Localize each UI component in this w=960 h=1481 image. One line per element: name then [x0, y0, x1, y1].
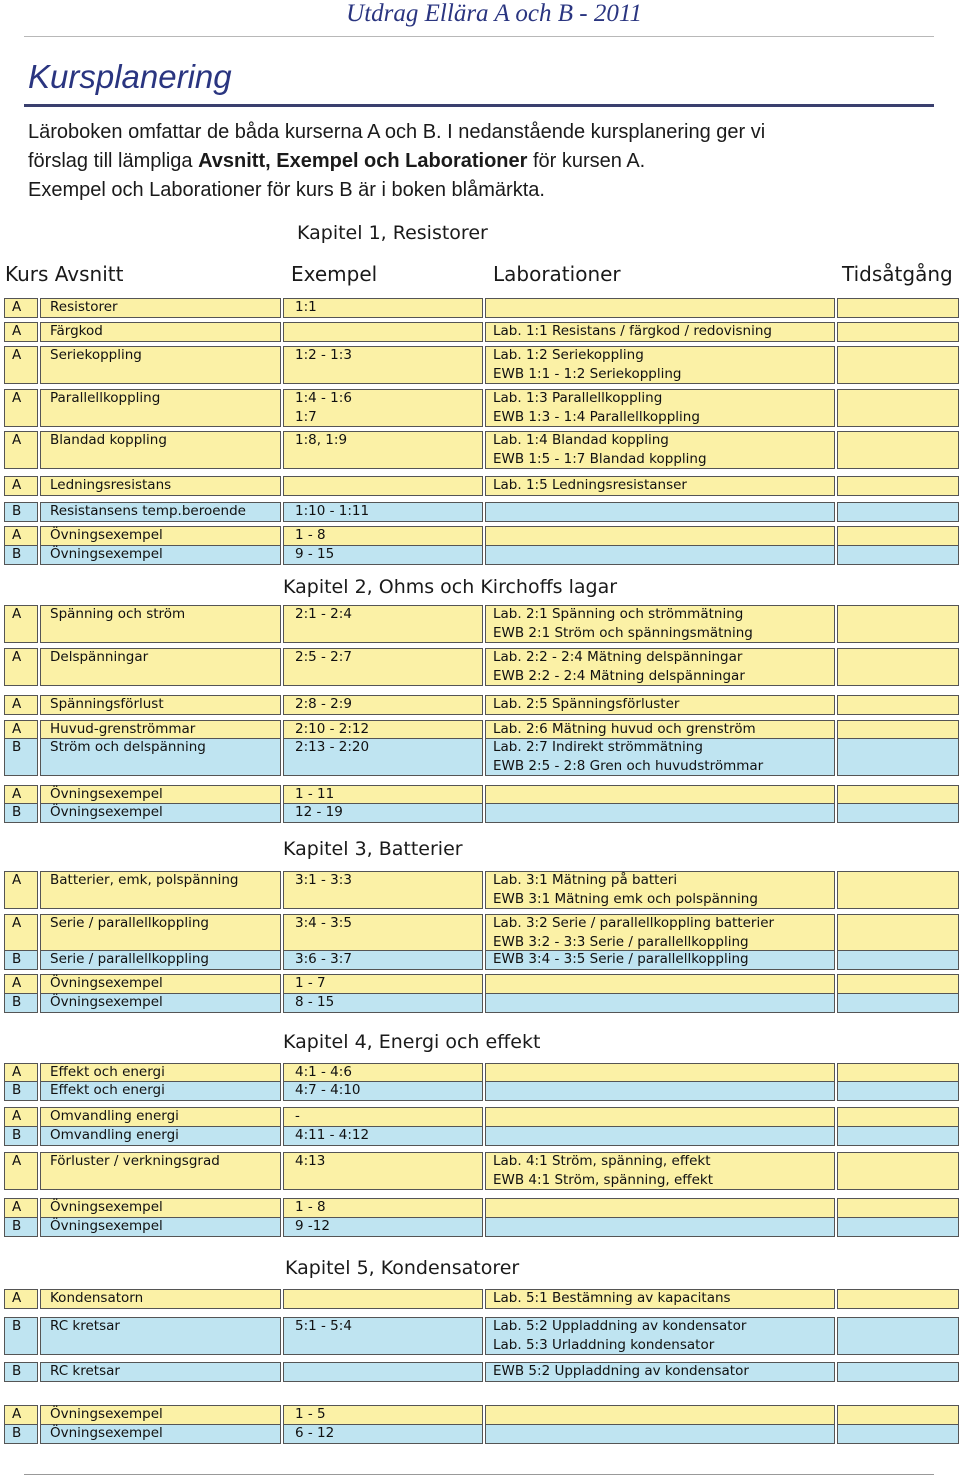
table-cell-tid [837, 1317, 959, 1355]
row-kurs: A [12, 1406, 22, 1422]
table-cell-tid [837, 871, 959, 909]
table-cell-tid [837, 389, 959, 427]
row-kurs: A [12, 1199, 22, 1215]
row-exempel: 3:4 - 3:5 [295, 915, 352, 931]
row-laboration: EWB 1:3 - 1:4 Parallellkoppling [493, 408, 700, 425]
row-laboration: EWB 2:2 - 2:4 Mätning delspänningar [493, 667, 745, 684]
chapter-title: Kapitel 2, Ohms och Kirchoffs lagar [283, 576, 618, 598]
row-avsnitt: Övningsexempel [50, 1218, 163, 1234]
table-cell-tid [837, 545, 959, 565]
row-kurs: A [12, 696, 22, 712]
table-cell-tid [837, 1424, 959, 1444]
row-kurs: B [12, 739, 22, 755]
row-laboration: EWB 1:5 - 1:7 Blandad koppling [493, 450, 707, 467]
row-kurs: A [12, 1153, 22, 1169]
table-cell-lab [485, 545, 835, 565]
row-laboration: Lab. 2:1 Spänning och strömmätning [493, 606, 744, 622]
row-avsnitt: Övningsexempel [50, 1425, 163, 1441]
row-laboration: Lab. 2:6 Mätning huvud och grenström [493, 721, 756, 737]
row-exempel: 2:10 - 2:12 [295, 721, 370, 737]
row-laboration: Lab. 2:5 Spänningsförluster [493, 696, 680, 712]
row-laboration: EWB 3:2 - 3:3 Serie / parallellkoppling [493, 933, 749, 950]
row-exempel: 2:8 - 2:9 [295, 696, 352, 712]
row-kurs: B [12, 1127, 22, 1143]
table-cell-lab [485, 526, 835, 546]
table-cell-tid [837, 785, 959, 805]
row-laboration: Lab. 4:1 Ström, spänning, effekt [493, 1153, 711, 1169]
row-kurs: A [12, 915, 22, 931]
row-exempel: 1 - 7 [295, 975, 326, 991]
table-cell-lab [485, 1405, 835, 1425]
table-cell-tid [837, 738, 959, 776]
row-exempel: 1:10 - 1:11 [295, 503, 370, 519]
row-kurs: A [12, 649, 22, 665]
col-header-kurs-avsnitt: Kurs Avsnitt [5, 262, 124, 286]
row-laboration: Lab. 1:3 Parallellkoppling [493, 390, 663, 406]
row-avsnitt: Parallellkoppling [50, 390, 161, 406]
row-exempel: 1 - 8 [295, 1199, 326, 1215]
row-avsnitt: Serie / parallellkoppling [50, 951, 209, 967]
table-cell-tid [837, 1198, 959, 1218]
row-exempel: 4:7 - 4:10 [295, 1082, 361, 1098]
row-laboration: Lab. 5:3 Urladdning kondensator [493, 1336, 715, 1353]
row-avsnitt: RC kretsar [50, 1318, 120, 1334]
row-kurs: B [12, 1318, 22, 1334]
row-exempel: 2:13 - 2:20 [295, 739, 370, 755]
table-cell-lab [485, 1081, 835, 1101]
chapter-title: Kapitel 4, Energi och effekt [283, 1031, 541, 1053]
table-cell-tid [837, 1063, 959, 1083]
table-cell-lab [485, 1198, 835, 1218]
row-avsnitt: Övningsexempel [50, 527, 163, 543]
row-laboration: Lab. 5:1 Bestämning av kapacitans [493, 1290, 731, 1306]
table-cell-tid [837, 974, 959, 994]
row-laboration: EWB 1:1 - 1:2 Seriekoppling [493, 365, 682, 382]
row-exempel: 1 - 11 [295, 786, 335, 802]
running-header-title: Utdrag Ellära A och B - 2011 [346, 0, 642, 27]
row-avsnitt: Batterier, emk, polspänning [50, 872, 239, 888]
row-avsnitt: Förluster / verkningsgrad [50, 1153, 220, 1169]
row-avsnitt: Huvud-grenströmmar [50, 721, 196, 737]
row-kurs: A [12, 390, 22, 406]
intro-line-2 [28, 147, 938, 176]
row-avsnitt: Övningsexempel [50, 804, 163, 820]
table-cell-tid [837, 431, 959, 469]
table-cell-ex [283, 1107, 483, 1127]
row-exempel: 4:13 [295, 1153, 326, 1169]
table-cell-tid [837, 1126, 959, 1146]
row-kurs: A [12, 347, 22, 363]
row-laboration: Lab. 1:5 Ledningsresistanser [493, 477, 687, 493]
row-avsnitt: Resistorer [50, 299, 118, 315]
table-cell-ex [283, 1362, 483, 1382]
row-laboration: Lab. 2:2 - 2:4 Mätning delspänningar [493, 649, 743, 665]
row-kurs: A [12, 432, 22, 448]
row-exempel: 1:8, 1:9 [295, 432, 348, 448]
row-exempel: 4:11 - 4:12 [295, 1127, 370, 1143]
table-cell-tid [837, 298, 959, 318]
row-kurs: A [12, 786, 22, 802]
table-cell-lab [485, 785, 835, 805]
table-cell-lab [485, 974, 835, 994]
intro-line-2-pre: förslag till lämpliga [28, 150, 199, 172]
table-cell-lab [485, 1217, 835, 1237]
row-kurs: A [12, 721, 22, 737]
row-exempel: 12 - 19 [295, 804, 343, 820]
row-exempel: 3:1 - 3:3 [295, 872, 352, 888]
header-rule [24, 36, 934, 37]
table-cell-tid [837, 1107, 959, 1127]
table-cell-tid [837, 695, 959, 715]
row-laboration: Lab. 2:7 Indirekt strömmätning [493, 739, 703, 755]
row-avsnitt: Resistansens temp.beroende [50, 503, 246, 519]
row-exempel: 8 - 15 [295, 994, 335, 1010]
table-cell-tid [837, 346, 959, 384]
row-kurs: A [12, 606, 22, 622]
row-avsnitt: Spänning och ström [50, 606, 186, 622]
row-exempel: 1:1 [295, 299, 317, 315]
row-exempel: 1:4 - 1:6 [295, 390, 352, 406]
page-title: Kursplanering [28, 58, 232, 95]
col-header-tidsatgang: Tidsåtgång [842, 262, 953, 286]
row-exempel: 1 - 8 [295, 527, 326, 543]
table-cell-tid [837, 1081, 959, 1101]
table-cell-tid [837, 1217, 959, 1237]
title-rule [24, 104, 934, 107]
row-kurs: B [12, 1082, 22, 1098]
intro-line-2-bold: Avsnitt, Exempel och Laborationer [198, 150, 528, 172]
row-avsnitt: Omvandling energi [50, 1127, 179, 1143]
table-cell-tid [837, 1362, 959, 1382]
row-avsnitt: Övningsexempel [50, 975, 163, 991]
row-kurs: A [12, 1290, 22, 1306]
row-laboration: EWB 2:1 Ström och spänningsmätning [493, 624, 753, 641]
row-laboration: Lab. 1:1 Resistans / färgkod / redovisning [493, 323, 772, 339]
table-cell-tid [837, 1405, 959, 1425]
row-kurs: B [12, 804, 22, 820]
chapter-title: Kapitel 5, Kondensatorer [285, 1257, 520, 1279]
row-exempel: 1 - 5 [295, 1406, 326, 1422]
table-cell-ex [283, 1289, 483, 1309]
row-laboration: EWB 2:5 - 2:8 Gren och huvudströmmar [493, 757, 764, 774]
table-cell-lab [485, 502, 835, 522]
table-cell-tid [837, 950, 959, 970]
row-avsnitt: Serie / parallellkoppling [50, 915, 209, 931]
row-avsnitt: Omvandling energi [50, 1108, 179, 1124]
row-laboration: Lab. 5:2 Uppladdning av kondensator [493, 1318, 747, 1334]
row-avsnitt: Spänningsförlust [50, 696, 164, 712]
row-kurs: B [12, 1218, 22, 1234]
row-laboration: Lab. 3:2 Serie / parallellkoppling batterier [493, 915, 775, 931]
row-exempel: 9 - 15 [295, 546, 335, 562]
row-kurs: B [12, 546, 22, 562]
row-avsnitt: Delspänningar [50, 649, 149, 665]
intro-line-2-post: för kursen A. [527, 150, 646, 172]
row-kurs: B [12, 503, 22, 519]
row-kurs: A [12, 975, 22, 991]
row-exempel: 3:6 - 3:7 [295, 951, 352, 967]
row-avsnitt: Övningsexempel [50, 1199, 163, 1215]
row-kurs: A [12, 1108, 22, 1124]
row-kurs: A [12, 477, 22, 493]
row-avsnitt: Övningsexempel [50, 1406, 163, 1422]
row-laboration: Lab. 1:4 Blandad koppling [493, 432, 669, 448]
row-avsnitt: Effekt och energi [50, 1064, 165, 1080]
col-header-laborationer: Laborationer [493, 262, 621, 286]
table-cell-tid [837, 526, 959, 546]
row-avsnitt: Kondensatorn [50, 1290, 144, 1306]
row-avsnitt: Övningsexempel [50, 994, 163, 1010]
row-laboration: EWB 4:1 Ström, spänning, effekt [493, 1171, 714, 1188]
row-avsnitt: Ledningsresistans [50, 477, 172, 493]
table-cell-ex [283, 476, 483, 496]
table-cell-tid [837, 914, 959, 952]
row-kurs: A [12, 872, 22, 888]
row-avsnitt: Ström och delspänning [50, 739, 206, 755]
row-avsnitt: Effekt och energi [50, 1082, 165, 1098]
row-exempel: 5:1 - 5:4 [295, 1318, 352, 1334]
table-cell-lab [485, 993, 835, 1013]
table-cell-tid [837, 648, 959, 686]
table-cell-tid [837, 1289, 959, 1309]
row-kurs: A [12, 527, 22, 543]
row-kurs: A [12, 323, 22, 339]
intro-text [28, 118, 938, 205]
table-cell-ex [283, 322, 483, 342]
row-kurs: A [12, 299, 22, 315]
table-cell-tid [837, 476, 959, 496]
row-laboration: EWB 3:4 - 3:5 Serie / parallellkoppling [493, 951, 749, 967]
table-cell-tid [837, 803, 959, 823]
row-laboration: EWB 5:2 Uppladdning av kondensator [493, 1363, 749, 1379]
intro-line-1: Läroboken omfattar de båda kurserna A och B. I nedanstående kursplanering ger vi [28, 121, 766, 143]
row-laboration: EWB 3:1 Mätning emk och polspänning [493, 890, 758, 907]
col-header-exempel: Exempel [291, 262, 378, 286]
row-laboration: Lab. 3:1 Mätning på batteri [493, 872, 678, 888]
row-kurs: B [12, 994, 22, 1010]
row-kurs: A [12, 1064, 22, 1080]
row-exempel: 9 -12 [295, 1218, 330, 1234]
row-avsnitt: Övningsexempel [50, 786, 163, 802]
table-cell-lab [485, 1424, 835, 1444]
table-cell-lab [485, 298, 835, 318]
table-cell-lab [485, 803, 835, 823]
table-cell-tid [837, 322, 959, 342]
table-cell-tid [837, 502, 959, 522]
chapter-title: Kapitel 3, Batterier [283, 838, 463, 860]
row-kurs: B [12, 951, 22, 967]
row-laboration: Lab. 1:2 Seriekoppling [493, 347, 644, 363]
table-cell-tid [837, 605, 959, 643]
row-exempel: 1:7 [295, 408, 317, 425]
row-exempel: 6 - 12 [295, 1425, 335, 1441]
row-exempel: 1:2 - 1:3 [295, 347, 352, 363]
table-cell-lab [485, 1063, 835, 1083]
intro-line-3: Exempel och Laborationer för kurs B är i boken blåmärkta. [28, 179, 545, 201]
row-exempel: 2:1 - 2:4 [295, 606, 352, 622]
table-cell-tid [837, 720, 959, 740]
table-cell-tid [837, 993, 959, 1013]
row-kurs: B [12, 1363, 22, 1379]
row-exempel: - [295, 1108, 300, 1124]
table-cell-lab [485, 1126, 835, 1146]
row-avsnitt: Färgkod [50, 323, 103, 339]
chapter-title: Kapitel 1, Resistorer [297, 222, 488, 244]
table-cell-lab [485, 1107, 835, 1127]
row-avsnitt: Seriekoppling [50, 347, 142, 363]
table-cell-tid [837, 1152, 959, 1190]
row-avsnitt: Blandad koppling [50, 432, 167, 448]
footer-rule [24, 1474, 934, 1475]
row-avsnitt: RC kretsar [50, 1363, 120, 1379]
row-exempel: 4:1 - 4:6 [295, 1064, 352, 1080]
row-kurs: B [12, 1425, 22, 1441]
row-avsnitt: Övningsexempel [50, 546, 163, 562]
row-exempel: 2:5 - 2:7 [295, 649, 352, 665]
